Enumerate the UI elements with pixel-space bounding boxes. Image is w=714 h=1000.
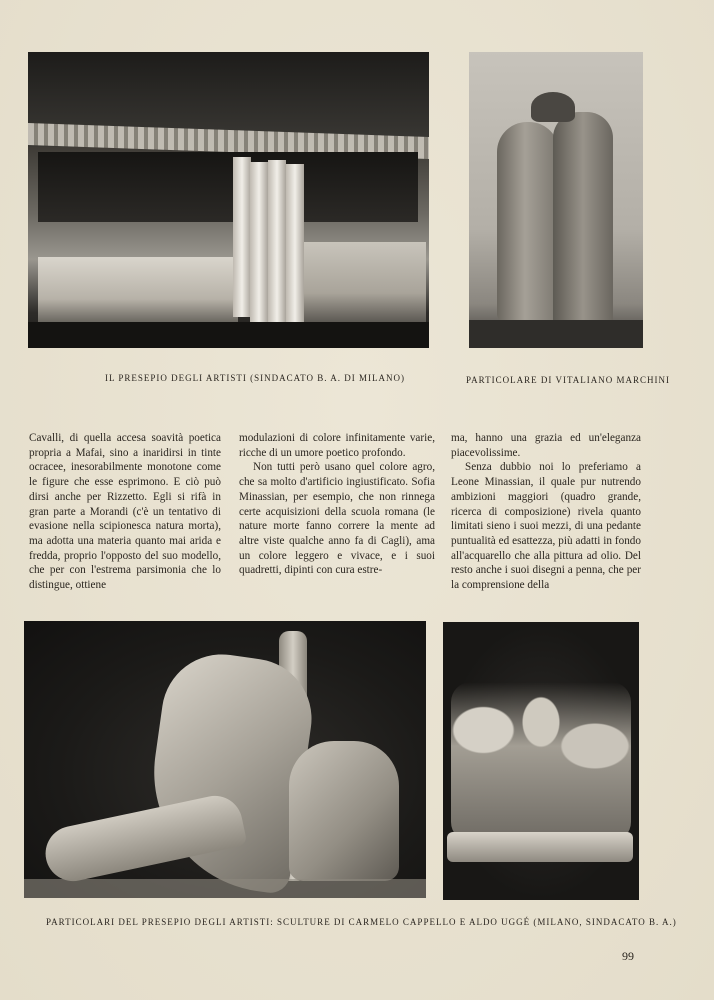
caption-marchini: PARTICOLARE DI VITALIANO MARCHINI [466, 375, 670, 385]
photo-presepio-exhibition [28, 52, 429, 348]
photo-base [28, 322, 429, 348]
photo-figure-man [553, 112, 613, 327]
photo-figure-boy [289, 741, 399, 881]
caption-presepio: IL PRESEPIO DEGLI ARTISTI (SINDACATO B. A. DI MILANO) [105, 373, 405, 383]
photo-ugge-sculpture [443, 622, 639, 900]
paragraph: ma, hanno una grazia ed un'eleganza piacevolissime. [451, 432, 641, 459]
photo-column [268, 160, 286, 325]
photo-hat [531, 92, 575, 122]
photo-base [447, 832, 633, 862]
photo-figure-group [451, 682, 631, 842]
text-column-2 [239, 431, 435, 578]
photo-marchini-sculpture [469, 52, 643, 348]
paragraph: Cavalli, di quella accesa soavità poetica propria a Mafai, sino a inaridirsi in tinte ocracee, inesorabilmente monotone come le figure che esse esprimono. E ciò può dirsi anche per Rizzetto. Egli si rifà in gran parte a Morandi (c'è un tentativo di evasione nella scipionesca natura morta), ma adotta una materia quanto mai arida e fredda, proprio l'opposto del suo modello, che per con l'estrema parsimonia che lo distingue, ottiene [29, 432, 221, 592]
photo-ground [469, 320, 643, 348]
caption-sculptures: PARTICOLARI DEL PRESEPIO DEGLI ARTISTI: SCULTURE DI CARMELO CAPPELLO E ALDO UGGÉ (MILANO, SINDACATO B. A.) [46, 917, 677, 927]
page-number: 99 [622, 949, 634, 963]
photo-column [250, 162, 268, 322]
paragraph: Senza dubbio noi lo preferiamo a Leone Minassian, il quale pur nutrendo ambizioni maggiori (quadro grande, ricerca di composizione) rivela quanto limitati sieno i suoi mezzi, di una pedante puntualità ed esattezza, più adatti in fondo all'acquarello che alla pittura ad olio. Del resto anche i suoi disegni a penna, che per la comprensione della [451, 461, 641, 592]
photo-figure-woman [497, 122, 559, 322]
photo-column [286, 164, 304, 324]
paragraph: Non tutti però usano quel colore agro, che sa molto d'artificio ingiustificato. Sofia Minassian, per esempio, che non rinnega certe acquisizioni della scuola romana (le nature morte fanno correre la mente ad altre viste qualche anno fa di Cagli), ama un colore leggero e vivace, e i suoi quadretti, dipinti con cura estre- [239, 461, 435, 577]
text-column-1 [29, 431, 221, 593]
photo-column [233, 157, 251, 317]
photo-floor [24, 879, 426, 898]
photo-stage-right [298, 242, 426, 327]
photo-cappello-sculpture [24, 621, 426, 898]
photo-dark-band [38, 152, 418, 222]
photo-stage-left [38, 257, 238, 327]
text-column-3 [451, 431, 641, 593]
paragraph: modulazioni di colore infinitamente varie, ricche di un umore poetico profondo. [239, 432, 435, 459]
